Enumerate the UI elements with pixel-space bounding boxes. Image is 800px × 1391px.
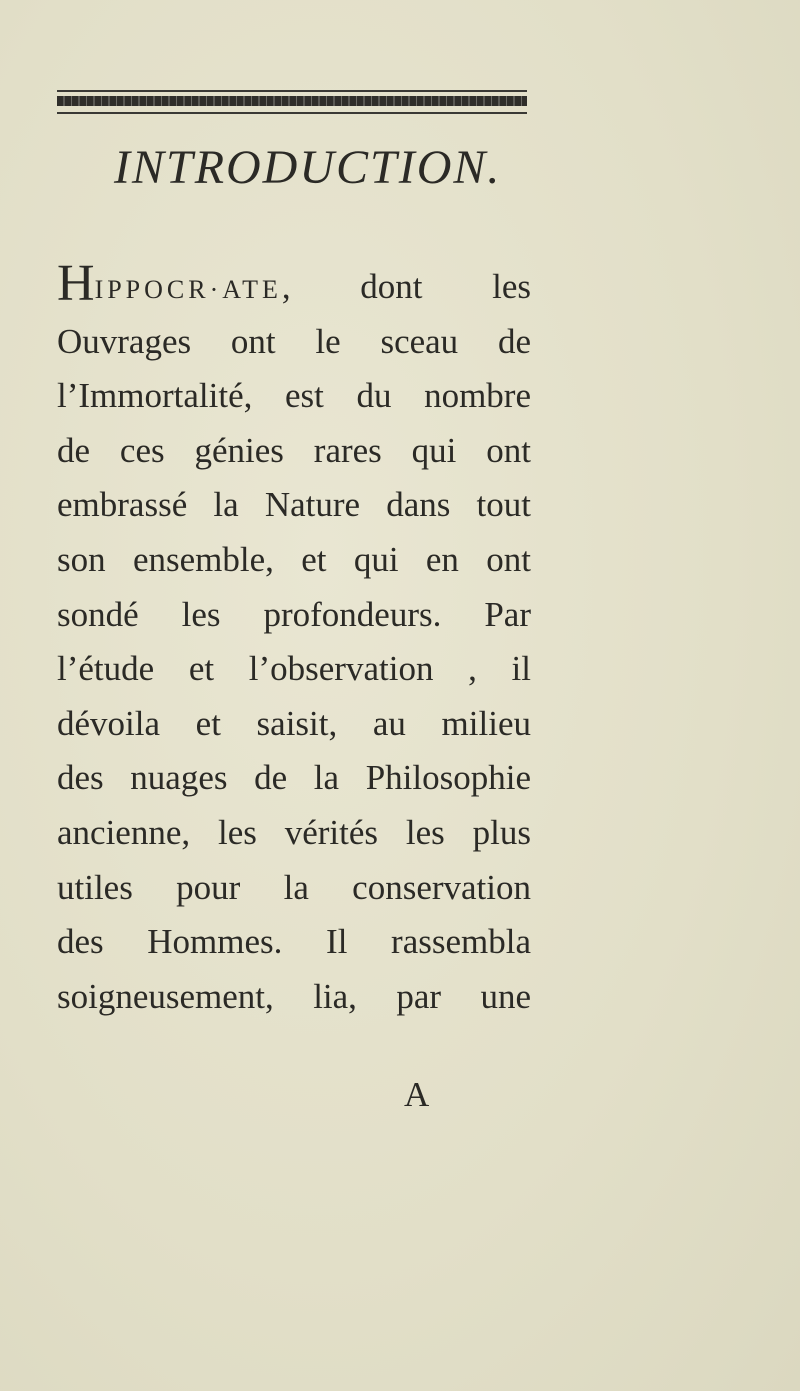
text-line: l’Immortalité, est du nombre xyxy=(57,376,531,416)
header-ornament-band xyxy=(57,96,527,106)
chapter-heading: INTRODUCTION. xyxy=(114,141,502,194)
text-line: sondé les profondeurs. Par xyxy=(57,594,531,634)
text-line: des nuages de la Philosophie xyxy=(57,758,531,798)
small-caps-name: IPPOCR·ATE xyxy=(94,275,282,304)
text-line: soigneusement, lia, par une xyxy=(57,976,531,1016)
text-line: son ensemble, et qui en ont xyxy=(57,539,531,579)
header-rule-bottom xyxy=(57,112,527,114)
text-line: embrassé la Nature dans tout xyxy=(57,485,531,525)
text-line: des Hommes. Il rassembla xyxy=(57,922,531,962)
text-line: de ces génies rares qui ont xyxy=(57,430,531,470)
text-line-1 xyxy=(57,255,531,315)
text-line: utiles pour la conservation xyxy=(57,867,531,907)
text-line: Ouvrages ont le sceau de xyxy=(57,321,531,361)
text-line: ancienne, les vérités les plus xyxy=(57,812,531,852)
body-text xyxy=(57,255,557,1024)
text-line: dévoila et saisit, au milieu xyxy=(57,703,531,743)
header-rule-top xyxy=(57,90,527,92)
first-line-tail: , dont les xyxy=(281,267,531,306)
text-line: l’étude et l’observation , il xyxy=(57,649,531,689)
signature-mark: A xyxy=(404,1075,430,1114)
drop-cap: H xyxy=(57,255,95,312)
